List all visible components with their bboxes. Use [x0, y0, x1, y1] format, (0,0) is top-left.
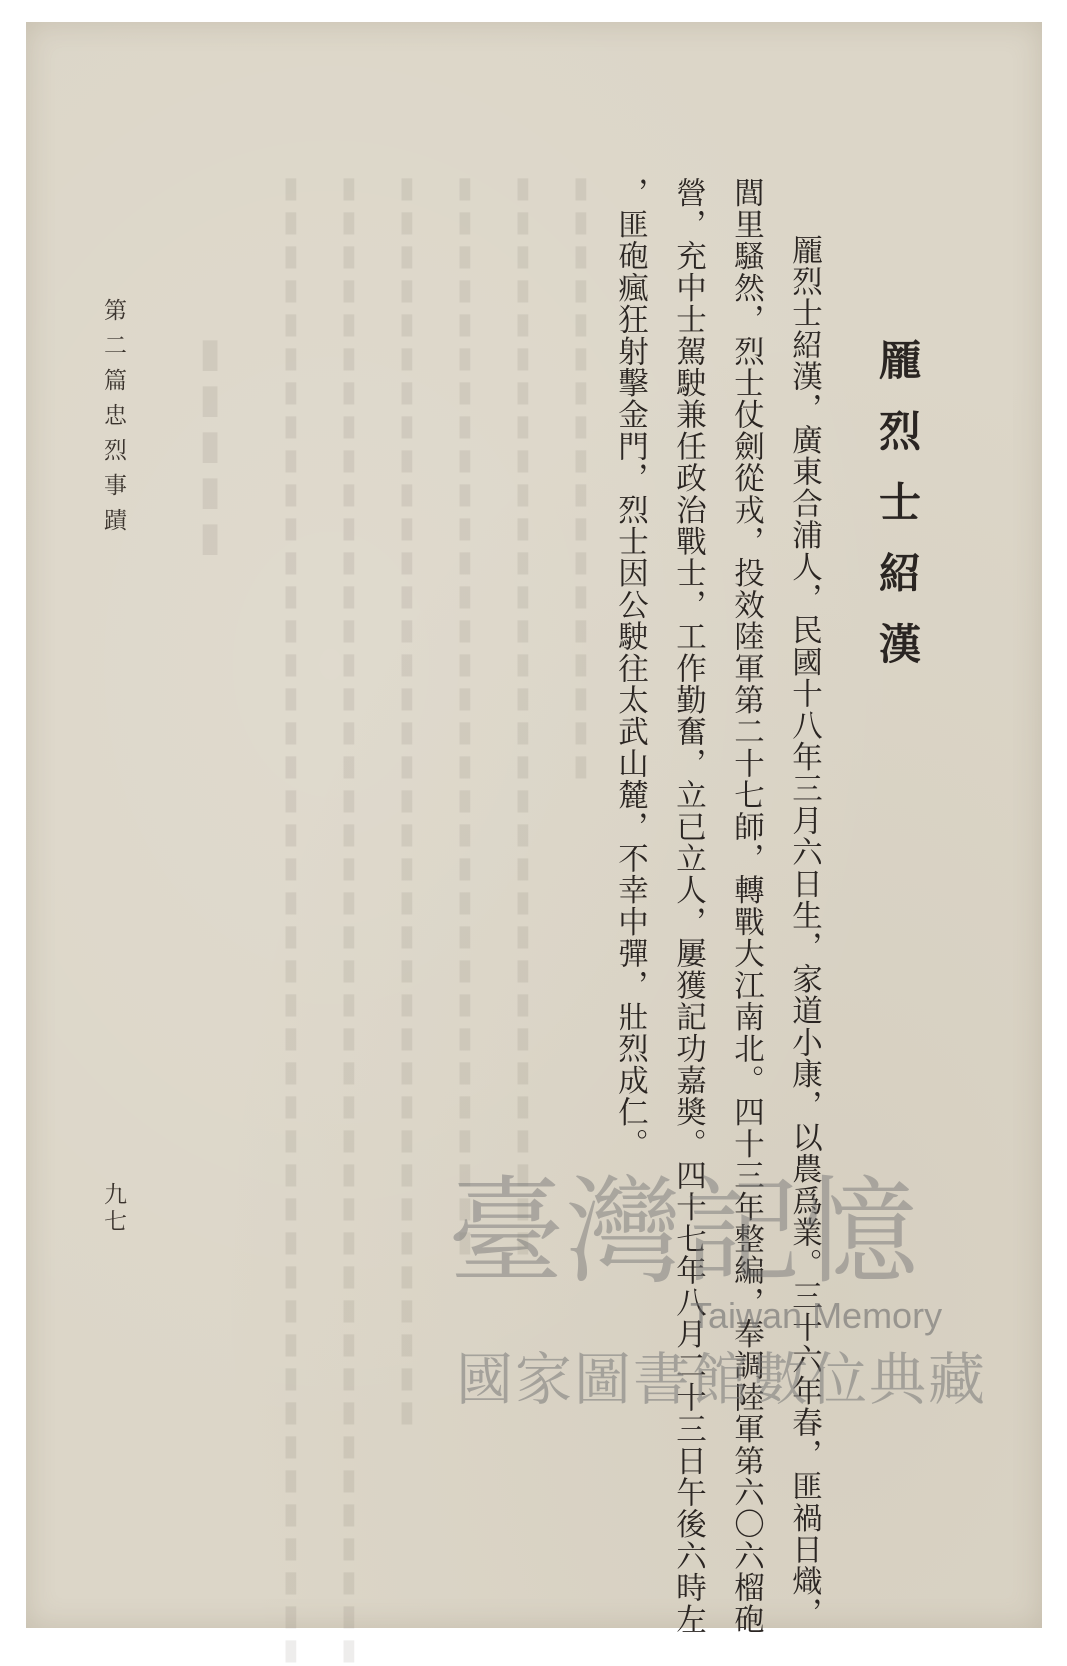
bleed-through-text: ▮▮▮▮▮▮▮▮▮▮▮▮▮▮▮▮▮▮▮▮▮▮▮▮▮▮▮▮▮▮▮▮ [506, 170, 540, 1258]
body-column-4: ，匪砲瘋狂射擊金門，烈士因公駛往太武山麓，不幸中彈，壯烈成仁。 [612, 177, 648, 1160]
bleed-through-heading: ▮▮▮▮▮ [187, 330, 233, 560]
watermark-english: Taiwan Memory [690, 1295, 943, 1336]
bleed-through-text: ▮▮▮▮▮▮▮▮▮▮▮▮▮▮▮▮▮▮ [564, 170, 598, 782]
library-watermark [440, 1165, 987, 1445]
bleed-through-text: ▮▮▮▮▮▮▮▮▮▮▮▮▮▮▮▮▮▮▮▮▮▮▮▮▮▮▮▮▮▮▮▮▮▮▮▮▮▮▮▮▮▮▮▮ [274, 170, 308, 1666]
watermark-calligraphy: 臺灣記憶 [448, 1165, 920, 1300]
running-head: 第二篇忠烈事蹟 [100, 298, 126, 543]
body-column-3: 營，充中士駕駛兼任政治戰士，工作勤奮，立已立人，屢獲記功嘉奬。四十七年八月二十三日午後六時左 [670, 177, 706, 1636]
page-number: 九七 [100, 1182, 126, 1236]
body-column-1: 龎烈士紹漢，廣東合浦人，民國十八年三月六日生，家道小康，以農爲業。三十六年春，匪禍日熾， [786, 234, 822, 1629]
article-title: 龎烈士紹漢 [873, 338, 922, 693]
body-column-2: 閭里騷然，烈士仗劍從戎，投效陸軍第二十七師，轉戰大江南北。四十三年整編，奉調陸軍第六〇六榴砲 [728, 177, 764, 1636]
bleed-through-text: ▮▮▮▮▮▮▮▮▮▮▮▮▮▮▮▮▮▮▮▮▮▮▮▮▮▮▮▮▮▮▮▮ [448, 170, 482, 1258]
watermark-chinese: 國家圖書館數位典藏 [456, 1347, 987, 1413]
bleed-through-text: ▮▮▮▮▮▮▮▮▮▮▮▮▮▮▮▮▮▮▮▮▮▮▮▮▮▮▮▮▮▮▮▮▮▮▮▮▮▮▮▮▮▮▮▮ [332, 170, 366, 1666]
bleed-through-text: ▮▮▮▮▮▮▮▮▮▮▮▮▮▮▮▮▮▮▮▮▮▮▮▮▮▮▮▮▮▮▮▮▮▮▮▮▮ [390, 170, 424, 1428]
